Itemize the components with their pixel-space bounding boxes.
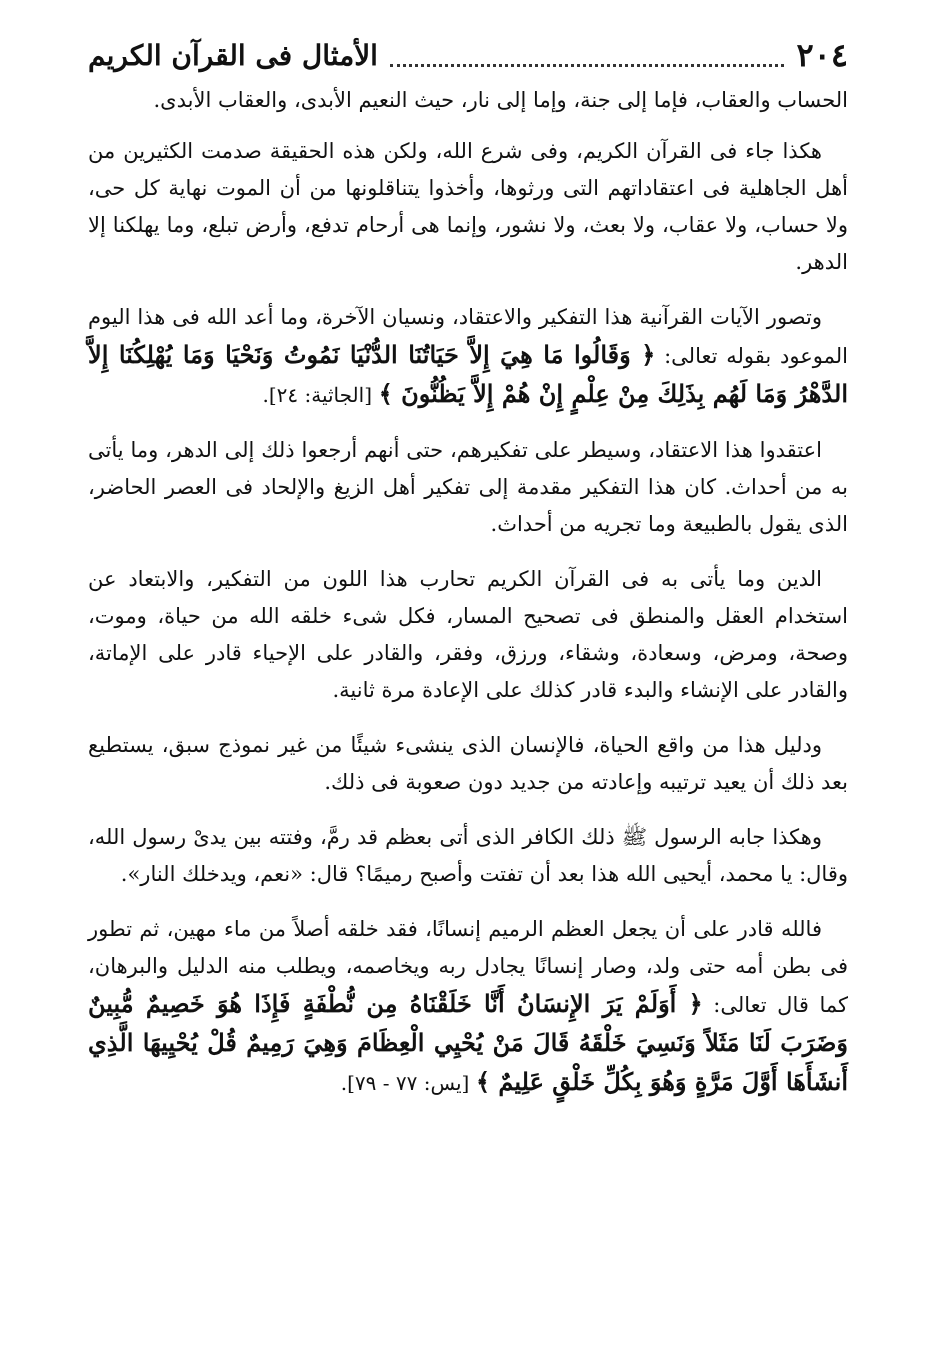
header-dotted-leader xyxy=(390,64,784,67)
book-page xyxy=(88,30,848,1120)
paragraph-text: الحساب والعقاب، فإما إلى جنة، وإما إلى نار، حيث النعيم الأبدى، والعقاب الأبدى. xyxy=(153,88,848,112)
paragraph-religion xyxy=(88,561,848,709)
paragraph-text: اعتقدوا هذا الاعتقاد، وسيطر على تفكيرهم، حتى أنهم أرجعوا ذلك إلى الدهر، وما يأتى به من أحداث. كان هذا التفكير مقدمة إلى تفكير أهل الزيغ والإلحاد فى العصر الحاضر، الذى يقول بالطبيعة وما تجريه من أحداث. xyxy=(88,438,848,536)
paragraph-quran-depiction xyxy=(88,299,848,414)
page-header xyxy=(88,30,848,80)
paragraph-prophet-story xyxy=(88,819,848,893)
paragraph-text: وتصور الآيات القرآنية هذا التفكير والاعتقاد، ونسيان الآخرة، وما أعد الله فى هذا اليوم الموعود بقوله تعالى: xyxy=(88,305,848,368)
quran-verse: ﴿ وَقَالُوا مَا هِيَ إِلاَّ حَيَاتُنَا الدُّنْيَا نَمُوتُ وَنَحْيَا وَمَا يُهْلِكُنَا إِلاَّ الدَّهْرُ وَمَا لَهُم بِذَلِكَ مِنْ عِلْمٍ إِنْ هُمْ إِلاَّ يَظُنُّونَ ﴾ xyxy=(88,340,848,408)
paragraph-creation xyxy=(88,911,848,1102)
paragraph-text: وهكذا جابه الرسول ﷺ ذلك الكافر الذى أتى بعظم قد رمَّ، وفتته بين يدىْ رسول الله، وقال: يا محمد، أيحيى الله هذا بعد أن تفتت وأصبح رميمًا؟ قال: «نعم، ويدخلك النار». xyxy=(88,825,848,886)
paragraph-text: هكذا جاء فى القرآن الكريم، وفى شرع الله، ولكن هذه الحقيقة صدمت الكثيرين من أهل الجاهلية فى اعتقاداتهم التى ورثوها، وأخذوا يتناقلونها من أن الموت نهاية كل حى، ولا حساب، ولا عقاب، ولا بعث، ولا نشور، وإنما هى أرحام تدفع، وأرض تبلع، وما يهلكنا إلا الدهر. xyxy=(88,139,848,274)
paragraph-text: فالله قادر على أن يجعل العظم الرميم إنسانًا، فقد خلقه أصلاً من ماء مهين، ثم تطور فى بطن أمه حتى ولد، وصار إنسانًا يجادل ربه ويخاصمه، ويطلب منه الدليل والبرهان، كما قال تعالى: xyxy=(88,917,848,1017)
paragraph-atheism xyxy=(88,432,848,543)
page-number: ٢٠٤ xyxy=(796,36,848,74)
paragraph-continuation xyxy=(88,82,848,119)
quran-verse: ﴿ أَوَلَمْ يَرَ الإِنسَانُ أَنَّا خَلَقْنَاهُ مِن نُّطْفَةٍ فَإِذَا هُوَ خَصِيمٌ مُّبِينٌ وَضَرَبَ لَنَا مَثَلاً وَنَسِيَ خَلْقَهُ قَالَ مَنْ يُحْيِي الْعِظَامَ وَهِيَ رَمِيمٌ قُلْ يُحْيِيهَا الَّذِي أَنشَأَهَا أَوَّلَ مَرَّةٍ وَهُوَ بِكُلِّ خَلْقٍ عَلِيمٌ ﴾ xyxy=(88,989,848,1096)
paragraph-evidence xyxy=(88,727,848,801)
paragraph-text: ودليل هذا من واقع الحياة، فالإنسان الذى ينشىء شيئًا من غير نموذج سبق، يستطيع بعد ذلك أن يعيد ترتيبه وإعادته من جديد دون صعوبة فى ذلك. xyxy=(88,733,848,794)
paragraph-beliefs xyxy=(88,133,848,281)
book-title: الأمثال فى القرآن الكريم xyxy=(88,38,378,72)
verse-reference: [الجاثية: ٢٤]. xyxy=(262,383,373,407)
paragraph-text: الدين وما يأتى به فى القرآن الكريم تحارب هذا اللون من التفكير، والابتعاد عن استخدام العقل والمنطق فى تصحيح المسار، فكل شىء خلقه الله من حياة، وموت، وصحة، ومرض، وسعادة، وشقاء، ورزق، وفقر، والقادر على الإحياء قادر على الإماتة، والقادر على الإنشاء والبدء قادر كذلك على الإعادة مرة ثانية. xyxy=(88,567,848,702)
verse-reference: [يس: ٧٧ - ٧٩]. xyxy=(340,1071,470,1095)
